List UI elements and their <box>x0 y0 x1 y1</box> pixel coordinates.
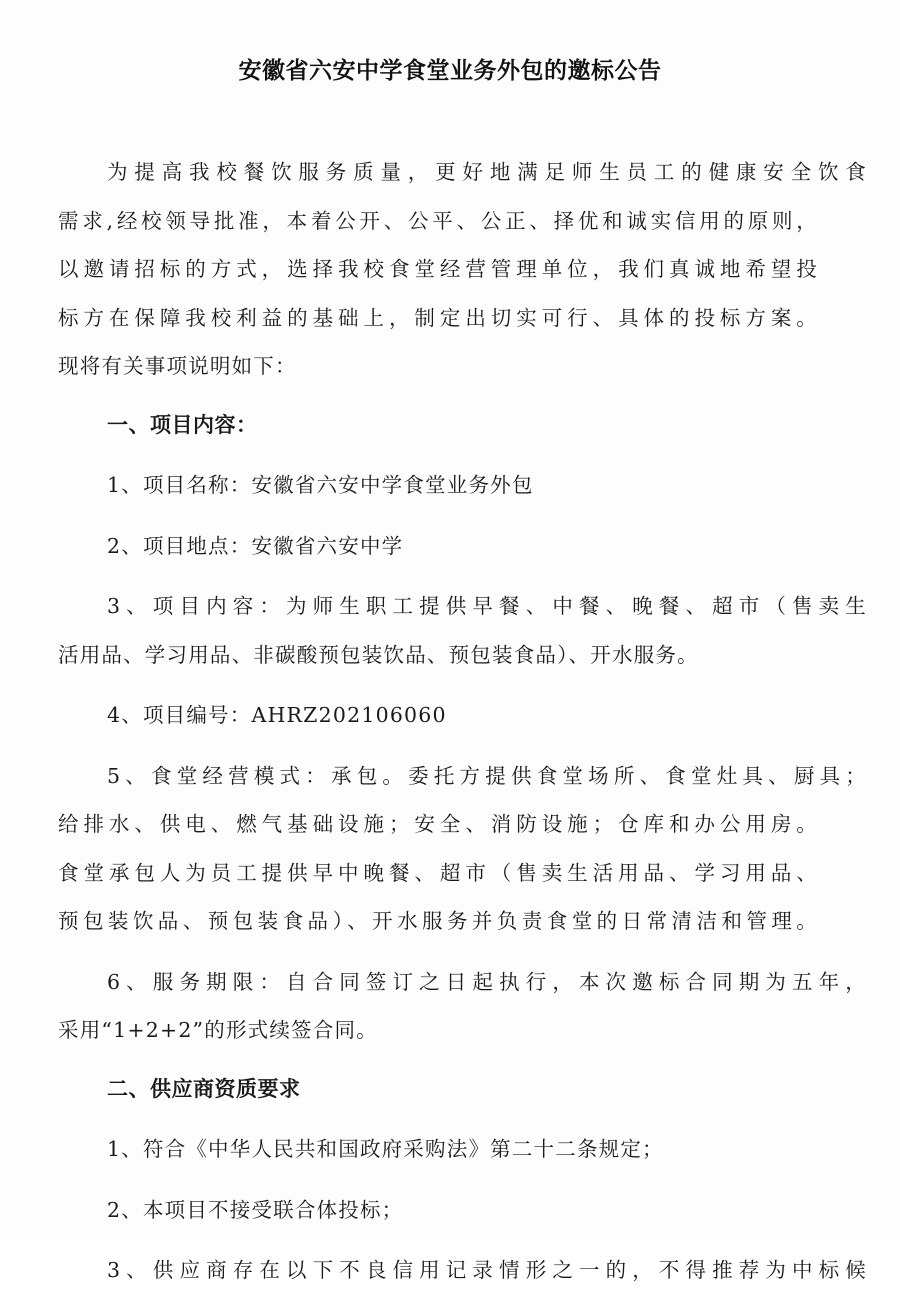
list-item-continuation: 给排水、供电、燃气基础设施；安全、消防设施；仓库和办公用房。 <box>58 812 818 836</box>
list-item: 6、服务期限：自合同签订之日起执行，本次邀标合同期为五年， <box>107 969 867 994</box>
document-body <box>58 148 867 1295</box>
list-item: 2、本项目不接受联合体投标； <box>107 1197 404 1222</box>
list-item-continuation: 采用“1+2+2”的形式续签合同。 <box>58 1018 378 1042</box>
list-item-continuation: 预包装饮品、预包装食品）、开水服务并负责食堂的日常清洁和管理。 <box>58 909 818 933</box>
section-heading: 一、项目内容： <box>107 412 258 437</box>
list-item-continuation: 活用品、学习用品、非碳酸预包装饮品、预包装食品）、开水服务。 <box>58 642 699 667</box>
list-item: 1、项目名称：安徽省六安中学食堂业务外包 <box>107 473 534 497</box>
document-title: 安徽省六安中学食堂业务外包的邀标公告 <box>238 58 662 84</box>
intro-line: 现将有关事项说明如下： <box>58 354 297 378</box>
intro-line: 标方在保障我校利益的基础上，制定出切实可行、具体的投标方案。 <box>58 305 818 330</box>
list-item: 3、项目内容：为师生职工提供早餐、中餐、晚餐、超市（售卖生 <box>107 594 867 618</box>
list-item: 5、食堂经营模式：承包。委托方提供食堂场所、食堂灶具、厨具； <box>107 763 867 788</box>
list-item: 4、项目编号：AHRZ202106060 <box>107 703 447 727</box>
intro-line: 以邀请招标的方式，选择我校食堂经营管理单位，我们真诚地希望投 <box>58 257 818 281</box>
list-item: 2、项目地点：安徽省六安中学 <box>107 533 404 558</box>
list-item: 3、供应商存在以下不良信用记录情形之一的，不得推荐为中标候 <box>107 1258 867 1282</box>
intro-line: 需求,经校领导批准，本着公开、公平、公正、择优和诚实信用的原则， <box>58 208 818 233</box>
list-item: 1、符合《中华人民共和国政府采购法》第二十二条规定； <box>107 1137 664 1161</box>
list-item-continuation: 食堂承包人为员工提供早中晚餐、超市（售卖生活用品、学习用品、 <box>58 860 818 885</box>
intro-line: 为提高我校餐饮服务质量，更好地满足师生员工的健康安全饮食 <box>107 160 867 184</box>
section-heading: 二、供应商资质要求 <box>107 1076 301 1101</box>
